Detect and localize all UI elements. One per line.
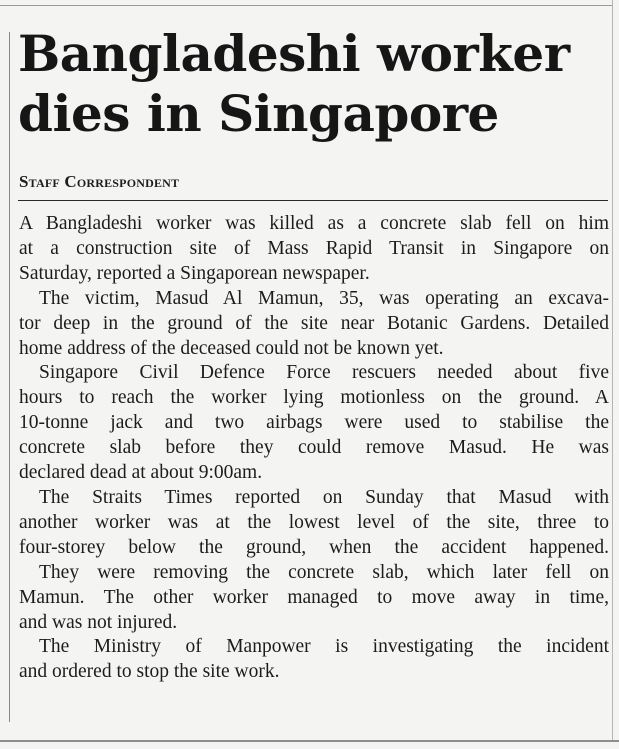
top-border-rule bbox=[0, 5, 613, 6]
article-paragraph bbox=[19, 635, 609, 685]
body-line: Mamun. The other worker managed to move away in time, bbox=[19, 586, 609, 608]
bottom-border-rule bbox=[0, 740, 619, 742]
article-body bbox=[19, 212, 609, 685]
body-line: The Straits Times reported on Sunday that Masud with bbox=[39, 486, 609, 508]
headline-line-2: dies in Singapore bbox=[18, 84, 499, 143]
article-paragraph bbox=[19, 361, 609, 486]
body-line: another worker was at the lowest level of the site, three to bbox=[19, 511, 609, 533]
body-line: A Bangladeshi worker was killed as a concrete slab fell on him bbox=[19, 213, 609, 234]
right-border-rule bbox=[612, 0, 613, 740]
body-line: at a construction site of Mass Rapid Transit in Singapore on bbox=[19, 237, 609, 259]
body-line: declared dead at about 9:00am. bbox=[19, 462, 263, 484]
byline-divider bbox=[18, 200, 608, 201]
body-line: The victim, Masud Al Mamun, 35, was operating an excava- bbox=[39, 287, 609, 309]
headline-line-1: Bangladeshi worker bbox=[18, 24, 570, 83]
body-line: The Ministry of Manpower is investigating the incident bbox=[39, 636, 609, 658]
body-line: concrete slab before they could remove Masud. He was bbox=[19, 437, 609, 459]
body-line: They were removing the concrete slab, which later fell on bbox=[39, 561, 609, 583]
article-paragraph bbox=[19, 287, 609, 362]
body-line: Saturday, reported a Singaporean newspaper. bbox=[19, 262, 370, 284]
article-paragraph bbox=[19, 561, 609, 636]
body-line: Singapore Civil Defence Force rescuers needed about five bbox=[39, 362, 609, 384]
body-line: four-storey below the ground, when the accident happened. bbox=[19, 536, 609, 558]
article-paragraph bbox=[19, 486, 609, 561]
article-byline: Staff Correspondent bbox=[19, 172, 180, 191]
body-line: hours to reach the worker lying motionless on the ground. A bbox=[19, 387, 609, 409]
body-line: and was not injured. bbox=[19, 611, 178, 633]
body-line: tor deep in the ground of the site near Botanic Gardens. Detailed bbox=[19, 312, 609, 334]
article-headline bbox=[18, 24, 610, 144]
body-line: and ordered to stop the site work. bbox=[19, 661, 280, 683]
body-line: home address of the deceased could not be known yet. bbox=[19, 337, 444, 359]
article-paragraph bbox=[19, 212, 609, 287]
left-column-rule bbox=[9, 32, 10, 722]
body-line: 10-tonne jack and two airbags were used to stabilise the bbox=[19, 412, 609, 434]
